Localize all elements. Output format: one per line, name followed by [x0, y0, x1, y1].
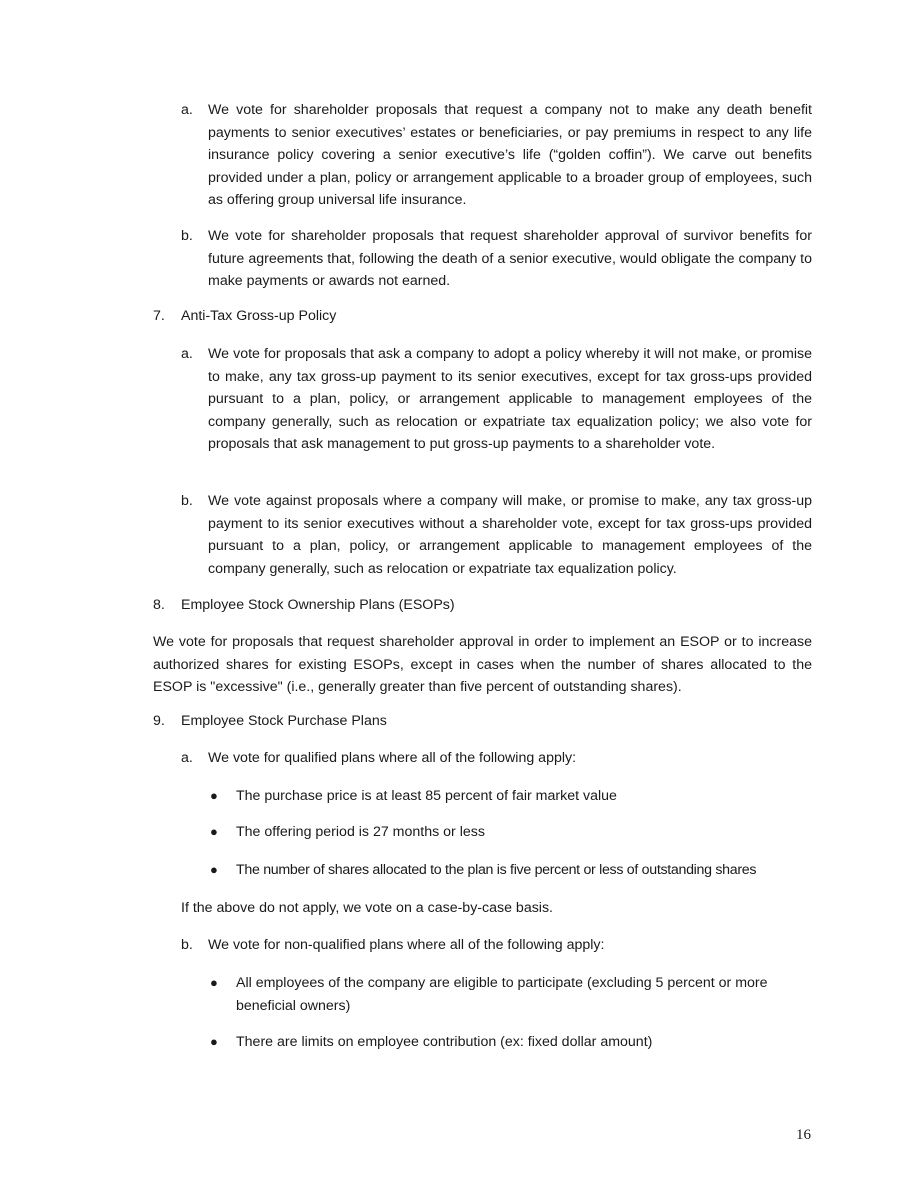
item-9a-marker: a. [181, 750, 193, 766]
item-9a-note: If the above do not apply, we vote on a case-by-case basis. [181, 900, 553, 916]
item-9b-bullet-1: All employees of the company are eligible to participate (excluding 5 percent or more beneficial owners) [236, 975, 768, 1014]
item-9a-text: We vote for qualified plans where all of the following apply: [208, 750, 577, 766]
section-8-title: Employee Stock Ownership Plans (ESOPs) [181, 597, 455, 613]
item-9b-text: We vote for non-qualified plans where all of the following apply: [208, 937, 605, 953]
section-9-number: 9. [153, 713, 165, 729]
item-7a-text: We vote for proposals that ask a company to adopt a policy whereby it will not make, or promise to make, any tax gross-up payment to its senior executives, except for tax gross-ups provided pursuant to a plan, policy, or arrangement applicable to management employees of the company generally, such as relocation or expatriate tax equalization policy; we also vote for proposals that ask management to put gross-up payments to a shareholder vote. [208, 346, 812, 453]
item-6b-marker: b. [181, 228, 193, 244]
item-6a-marker: a. [181, 102, 193, 118]
section-7-title: Anti-Tax Gross-up Policy [181, 308, 337, 324]
bullet-icon: ● [210, 975, 218, 990]
section-8-number: 8. [153, 597, 165, 613]
section-7-number: 7. [153, 308, 165, 324]
item-9b-marker: b. [181, 937, 193, 953]
item-7b-marker: b. [181, 493, 193, 509]
bullet-icon: ● [210, 862, 218, 877]
item-9a-bullet-1: The purchase price is at least 85 percent of fair market value [236, 788, 617, 804]
item-6b-text: We vote for shareholder proposals that request shareholder approval of survivor benefits for future agreements that, following the death of a senior executive, would obligate the company to make payments or awards not earned. [208, 228, 812, 290]
item-7b-text: We vote against proposals where a company will make, or promise to make, any tax gross-up payment to its senior executives without a shareholder vote, except for tax gross-ups provided pursuant to a plan, policy, or arrangement applicable to management employees of the company generally, such as relocation or expatriate tax equalization policy. [208, 493, 812, 577]
bullet-icon: ● [210, 824, 218, 839]
item-9a-bullet-3: The number of shares allocated to the plan is five percent or less of outstanding shares [236, 862, 757, 878]
item-9b-bullet-2: There are limits on employee contribution (ex: fixed dollar amount) [236, 1034, 653, 1050]
section-8-paragraph: We vote for proposals that request shareholder approval in order to implement an ESOP or to increase authorized shares for existing ESOPs, except in cases when the number of shares allocated to the ESOP is "excessive" (i.e., generally greater than five percent of outstanding shares). [153, 634, 812, 696]
item-9a-bullet-2: The offering period is 27 months or less [236, 824, 485, 840]
page-number: 16 [796, 1127, 811, 1143]
section-9-title: Employee Stock Purchase Plans [181, 713, 387, 729]
bullet-icon: ● [210, 788, 218, 803]
bullet-icon: ● [210, 1034, 218, 1049]
item-7a-marker: a. [181, 346, 193, 362]
item-6a-text: We vote for shareholder proposals that request a company not to make any death benefit payments to senior executives’ estates or beneficiaries, or pay premiums in respect to any life insurance policy covering a senior executive’s life (“golden coffin”). We carve out benefits provided under a plan, policy or arrangement applicable to a broader group of employees, such as offering group universal life insurance. [208, 102, 812, 209]
